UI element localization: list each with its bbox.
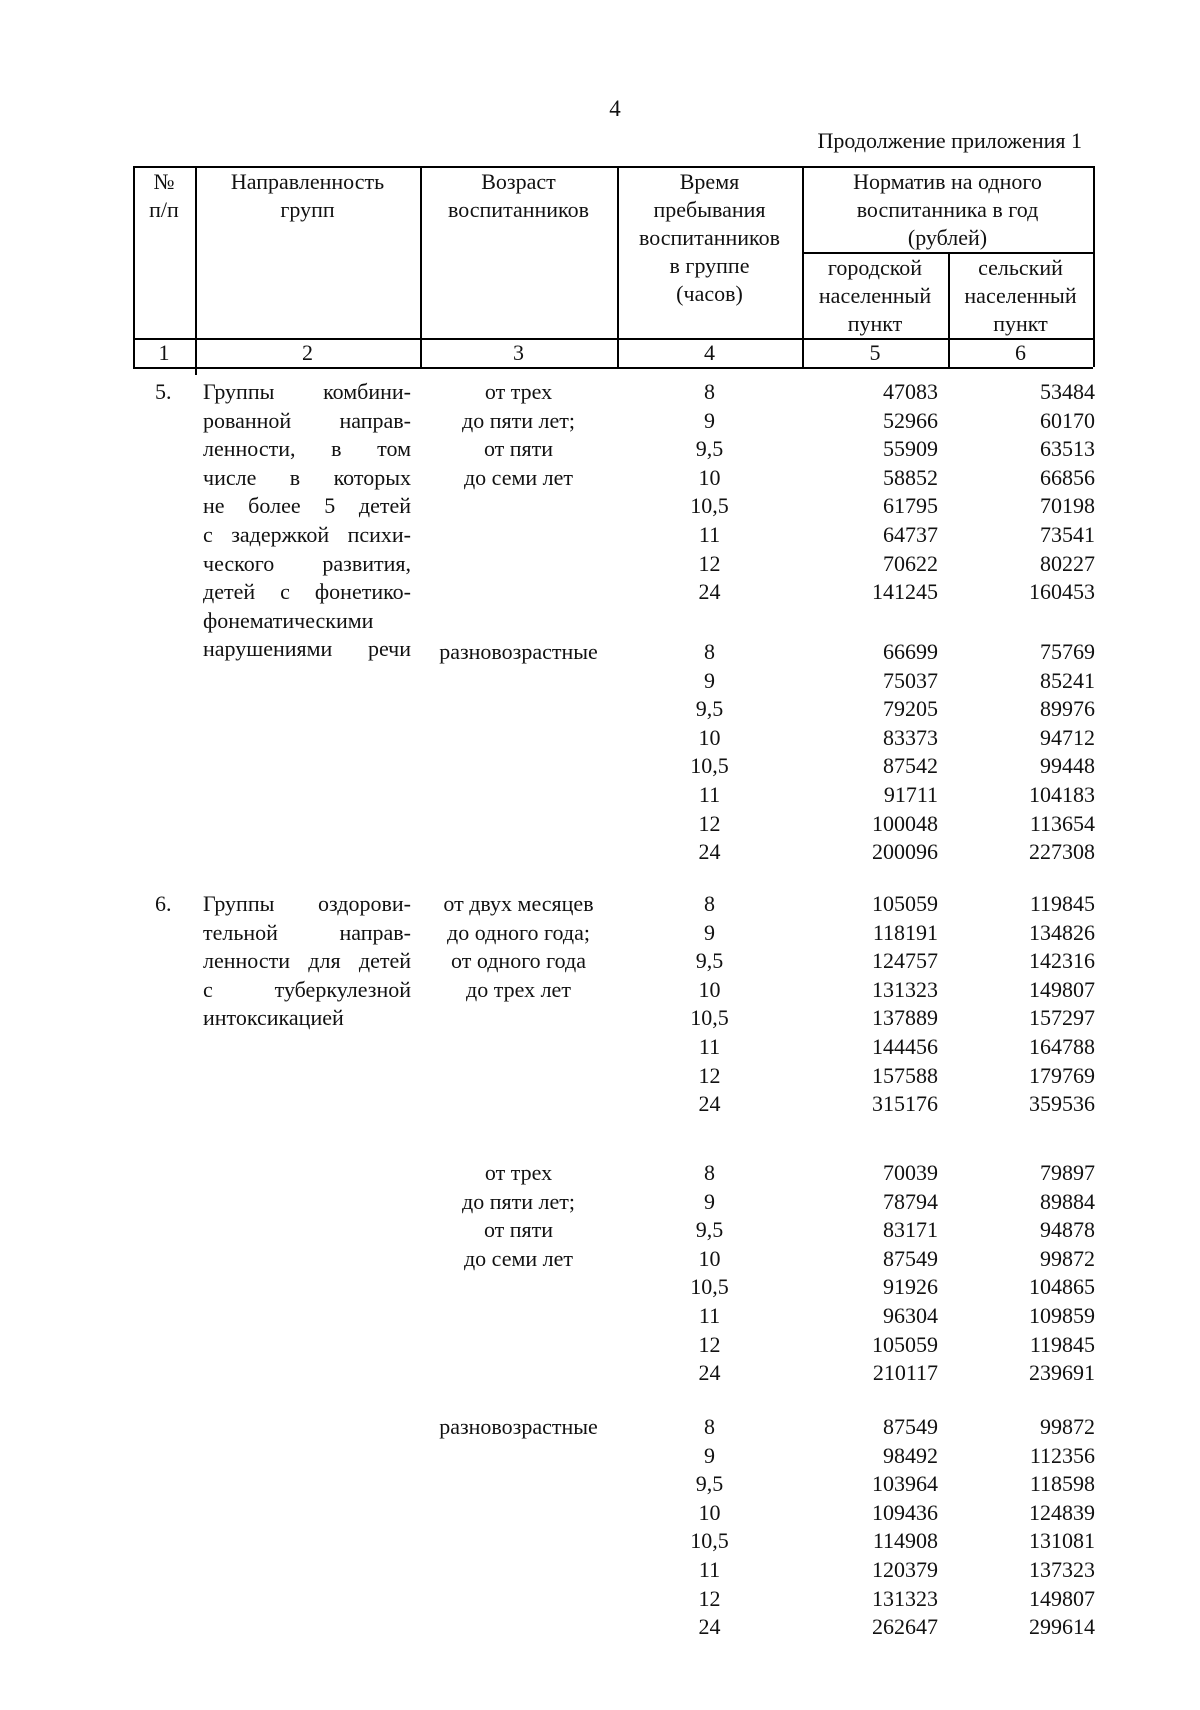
urban-cost-cell: 87549 — [883, 1245, 938, 1271]
hours-cell: 10,5 — [690, 493, 729, 519]
hours-cell: 10 — [698, 464, 721, 490]
rural-cost-cell: 53484 — [1040, 379, 1095, 404]
urban-cost-cell: 75037 — [883, 667, 938, 693]
direction-line: нарушениями речи — [203, 636, 411, 662]
rural-cost-cell: 79897 — [1040, 1160, 1095, 1185]
hours-cell: 10 — [698, 1245, 721, 1271]
urban-cost-cell: 70622 — [883, 550, 938, 576]
urban-cost-cell: 109436 — [872, 1499, 938, 1525]
section-number: 6. — [155, 891, 172, 916]
rural-cost-cell: 89884 — [1040, 1188, 1095, 1214]
urban-cost-cell: 131323 — [872, 1585, 938, 1611]
hours-cell: 8 — [704, 639, 715, 664]
rural-cost-cell: 164788 — [1029, 1034, 1095, 1059]
age-group: от трех до пяти лет; от пяти до семи лет — [462, 1160, 575, 1271]
age-group: от трех до пяти лет; от пяти до семи лет — [462, 379, 575, 490]
urban-cost-cell: 58852 — [883, 464, 938, 490]
rural-cost-cell: 137323 — [1029, 1557, 1095, 1582]
urban-cost-cell: 118191 — [872, 919, 938, 945]
column-border — [195, 367, 197, 375]
rural-cost-cell: 104183 — [1029, 782, 1095, 807]
hours-cell: 9,5 — [695, 1217, 724, 1243]
rural-cost-cell: 80227 — [1040, 550, 1095, 576]
rural-cost-cell: 124839 — [1029, 1499, 1095, 1525]
urban-cost-cell: 157588 — [872, 1062, 938, 1088]
direction-line: ленности для детей — [203, 948, 411, 974]
hours-cell: 12 — [698, 1331, 721, 1357]
direction-line: ческого развития, — [203, 550, 411, 576]
urban-cost-cell: 66699 — [883, 639, 938, 664]
age-group: разновозрастные — [439, 1414, 598, 1439]
urban-cost-cell: 83373 — [883, 724, 938, 750]
urban-cost-cell: 83171 — [883, 1217, 938, 1243]
appendix-note: Продолжение приложения 1 — [817, 128, 1082, 153]
urban-cost-cell: 137889 — [872, 1005, 938, 1031]
urban-cost-cell: 124757 — [872, 948, 938, 974]
hours-cell: 8 — [704, 891, 715, 916]
hours-cell: 24 — [698, 1091, 721, 1117]
hours-cell: 10,5 — [690, 1528, 729, 1554]
column-number: 5 — [869, 340, 881, 365]
hours-cell: 9,5 — [695, 1471, 724, 1497]
direction-line: тельной направ- — [203, 919, 411, 945]
rural-cost-cell: 94712 — [1040, 724, 1095, 750]
direction-line: Группы комбини- — [203, 379, 411, 404]
rural-cost-cell: 149807 — [1029, 976, 1095, 1002]
urban-cost-cell: 144456 — [872, 1034, 938, 1059]
age-group: от двух месяцев до одного года; от одного года до трех лет — [443, 891, 594, 1002]
hours-cell: 11 — [698, 1034, 721, 1059]
rural-cost-cell: 157297 — [1029, 1005, 1095, 1031]
urban-cost-cell: 91926 — [883, 1274, 938, 1300]
rural-cost-cell: 131081 — [1029, 1528, 1095, 1554]
rural-cost-cell: 85241 — [1040, 667, 1095, 693]
urban-cost-cell: 87549 — [883, 1414, 938, 1439]
urban-cost-cell: 64737 — [883, 522, 938, 547]
urban-cost-cell: 61795 — [883, 493, 938, 519]
rural-cost-cell: 109859 — [1029, 1303, 1095, 1328]
header-norm: Норматив на одного воспитанника в год (рублей) — [853, 169, 1042, 250]
urban-cost-cell: 262647 — [872, 1614, 938, 1640]
hours-cell: 9,5 — [695, 436, 724, 462]
direction-line: с задержкой психи- — [203, 522, 411, 547]
urban-cost-cell: 55909 — [883, 436, 938, 462]
column-number: 4 — [704, 340, 715, 365]
hours-cell: 10 — [698, 976, 721, 1002]
urban-cost-cell: 105059 — [872, 891, 938, 916]
direction-line: с туберкулезной — [203, 976, 411, 1002]
rural-cost-cell: 99448 — [1040, 753, 1095, 779]
hours-cell: 12 — [698, 550, 721, 576]
direction-line: фонематическими — [203, 607, 374, 633]
hours-cell: 9 — [704, 1188, 715, 1214]
hours-cell: 10,5 — [690, 753, 729, 779]
rural-cost-cell: 112356 — [1029, 1442, 1095, 1468]
rural-cost-cell: 99872 — [1040, 1245, 1095, 1271]
hours-cell: 8 — [704, 379, 715, 404]
rural-cost-cell: 227308 — [1029, 839, 1095, 865]
urban-cost-cell: 141245 — [872, 579, 938, 605]
column-number: 3 — [513, 340, 524, 365]
header-direction: Направленность групп — [230, 169, 385, 222]
header-rural: сельский населенный пункт — [964, 255, 1077, 336]
header-number: № п/п — [149, 169, 179, 222]
rural-cost-cell: 66856 — [1040, 464, 1095, 490]
hours-cell: 9 — [704, 919, 715, 945]
hours-cell: 10,5 — [690, 1274, 729, 1300]
hours-cell: 24 — [698, 1360, 721, 1386]
rural-cost-cell: 119845 — [1029, 1331, 1095, 1357]
column-number: 2 — [302, 340, 313, 365]
hours-cell: 11 — [698, 1303, 721, 1328]
hours-cell: 24 — [698, 839, 721, 865]
urban-cost-cell: 87542 — [883, 753, 938, 779]
rural-cost-cell: 104865 — [1029, 1274, 1095, 1300]
rural-cost-cell: 160453 — [1029, 579, 1095, 605]
column-number: 6 — [1015, 340, 1026, 365]
direction-line: детей с фонетико- — [203, 579, 411, 605]
number-row-bottom-border — [133, 367, 1093, 369]
rural-cost-cell: 359536 — [1029, 1091, 1095, 1117]
urban-cost-cell: 78794 — [883, 1188, 938, 1214]
rural-cost-cell: 73541 — [1040, 522, 1095, 547]
hours-cell: 12 — [698, 1585, 721, 1611]
hours-cell: 9 — [704, 407, 715, 433]
column-border — [1093, 166, 1095, 367]
hours-cell: 9,5 — [695, 948, 724, 974]
direction-line: интоксикацией — [203, 1005, 344, 1031]
urban-cost-cell: 98492 — [883, 1442, 938, 1468]
hours-cell: 9,5 — [695, 696, 724, 722]
hours-cell: 10 — [698, 1499, 721, 1525]
rural-cost-cell: 119845 — [1029, 891, 1095, 916]
direction-line: не более 5 детей — [203, 493, 411, 519]
hours-cell: 24 — [698, 1614, 721, 1640]
rural-cost-cell: 94878 — [1040, 1217, 1095, 1243]
urban-cost-cell: 96304 — [883, 1303, 938, 1328]
rural-cost-cell: 89976 — [1040, 696, 1095, 722]
header-urban: городской населенный пункт — [818, 255, 932, 336]
hours-cell: 9 — [704, 667, 715, 693]
urban-cost-cell: 52966 — [883, 407, 938, 433]
rural-cost-cell: 60170 — [1040, 407, 1095, 433]
column-number: 1 — [158, 340, 170, 365]
hours-cell: 12 — [698, 810, 721, 836]
rural-cost-cell: 149807 — [1029, 1585, 1095, 1611]
direction-line: Группы оздорови- — [203, 891, 411, 916]
rural-cost-cell: 179769 — [1029, 1062, 1095, 1088]
rural-cost-cell: 239691 — [1029, 1360, 1095, 1386]
urban-cost-cell: 70039 — [883, 1160, 938, 1185]
hours-cell: 11 — [698, 1557, 721, 1582]
urban-cost-cell: 120379 — [872, 1557, 938, 1582]
urban-cost-cell: 91711 — [883, 782, 938, 807]
urban-cost-cell: 200096 — [872, 839, 938, 865]
hours-cell: 24 — [698, 579, 721, 605]
direction-line: ленности, в том — [203, 436, 411, 462]
rural-cost-cell: 63513 — [1040, 436, 1095, 462]
hours-cell: 10 — [698, 724, 721, 750]
direction-line: рованной направ- — [203, 407, 411, 433]
rural-cost-cell: 99872 — [1040, 1414, 1095, 1439]
section-number: 5. — [155, 379, 172, 404]
hours-cell: 11 — [698, 782, 721, 807]
rural-cost-cell: 142316 — [1029, 948, 1095, 974]
rural-cost-cell: 299614 — [1029, 1614, 1095, 1640]
urban-cost-cell: 79205 — [883, 696, 938, 722]
urban-cost-cell: 105059 — [872, 1331, 938, 1357]
hours-cell: 9 — [704, 1442, 715, 1468]
urban-cost-cell: 103964 — [872, 1471, 938, 1497]
rural-cost-cell: 70198 — [1040, 493, 1095, 519]
age-group: разновозрастные — [439, 639, 598, 664]
hours-cell: 8 — [704, 1160, 715, 1185]
hours-cell: 8 — [704, 1414, 715, 1439]
urban-cost-cell: 100048 — [872, 810, 938, 836]
hours-cell: 11 — [698, 522, 721, 547]
urban-cost-cell: 210117 — [872, 1360, 938, 1386]
direction-line: числе в которых — [203, 464, 411, 490]
rural-cost-cell: 75769 — [1040, 639, 1095, 664]
urban-cost-cell: 131323 — [872, 976, 938, 1002]
header-age: Возраст воспитанников — [447, 169, 590, 222]
rural-cost-cell: 118598 — [1029, 1471, 1095, 1497]
urban-cost-cell: 47083 — [883, 379, 938, 404]
page-number: 4 — [609, 96, 621, 121]
urban-cost-cell: 315176 — [872, 1091, 938, 1117]
header-time: Время пребывания воспитанников в группе (часов) — [638, 169, 781, 306]
rural-cost-cell: 113654 — [1029, 810, 1095, 836]
hours-cell: 12 — [698, 1062, 721, 1088]
rural-cost-cell: 134826 — [1029, 919, 1095, 945]
urban-cost-cell: 114908 — [872, 1528, 938, 1554]
hours-cell: 10,5 — [690, 1005, 729, 1031]
